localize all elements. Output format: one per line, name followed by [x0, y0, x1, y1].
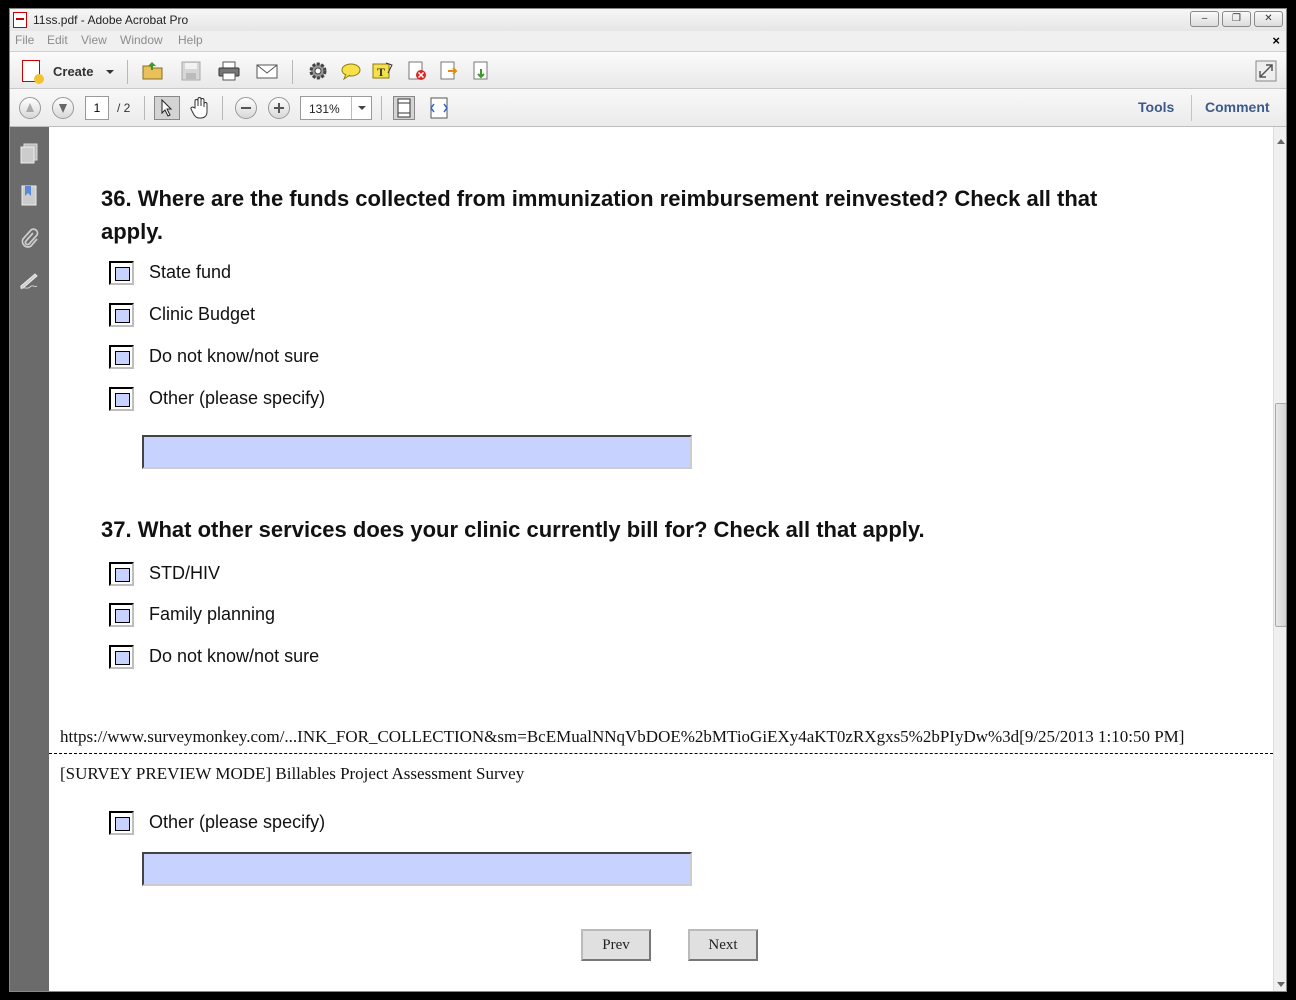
svg-text:T: T [377, 65, 386, 79]
create-pdf-icon [22, 60, 40, 82]
page-count: / 2 [117, 101, 131, 115]
document-page [49, 127, 1273, 992]
checkbox[interactable] [109, 645, 134, 669]
question-37-title: 37. What other services does your clinic currently bill for? Check all that apply. [101, 517, 925, 542]
tools-panel-tab[interactable]: Tools [1138, 99, 1175, 115]
q36-other-specify-field[interactable] [142, 435, 692, 469]
scrollbar-thumb[interactable] [1275, 403, 1287, 627]
previous-page-button[interactable] [19, 97, 41, 119]
open-folder-icon[interactable] [142, 61, 164, 81]
scroll-down-icon[interactable] [1277, 982, 1285, 987]
checkbox[interactable] [109, 345, 134, 369]
menu-bar [10, 31, 1286, 51]
option-label: State fund [149, 262, 232, 282]
question-36-line-1: 36. Where are the funds collected from immunization reimbursement reinvested? Check all that [101, 186, 1098, 211]
menu-file[interactable]: File [15, 33, 35, 47]
create-button[interactable] [18, 58, 114, 84]
checkbox[interactable] [109, 303, 134, 327]
zoom-select[interactable] [300, 96, 372, 120]
menu-window[interactable]: Window [120, 33, 163, 47]
zoom-in-button[interactable] [268, 97, 290, 119]
remove-document-icon[interactable] [406, 61, 428, 81]
menu-view[interactable]: View [81, 33, 107, 47]
toolbar-separator [127, 60, 128, 84]
close-document-icon[interactable]: × [1272, 33, 1280, 48]
chevron-down-icon [106, 70, 114, 74]
navigation-toolbar [10, 89, 1286, 127]
send-document-icon[interactable] [471, 61, 493, 81]
pdf-file-icon [13, 12, 27, 28]
full-screen-icon[interactable] [1255, 60, 1277, 82]
bookmarks-icon[interactable] [19, 185, 39, 207]
title-bar [10, 9, 1286, 31]
page-thumbnails-icon[interactable] [19, 143, 39, 165]
close-window-button[interactable]: ✕ [1254, 11, 1283, 27]
page-footer-url: https://www.surveymonkey.com/...INK_FOR_COLLECTION&sm=BcEMualNNqVbDOE%2bMTioGiEXy4aKT0zRXgxs5%2bPIyDw%3d[9/25/2013 1:10:50 PM] [60, 727, 1185, 746]
toolbar-separator [144, 96, 145, 120]
minimize-button[interactable]: ‒ [1190, 11, 1219, 27]
checkbox[interactable] [109, 603, 134, 627]
fit-width-icon[interactable] [428, 96, 450, 120]
prev-button[interactable]: Prev [581, 929, 651, 961]
menu-edit[interactable]: Edit [47, 33, 68, 47]
print-icon[interactable] [218, 61, 240, 81]
panel-tab-separator [1191, 95, 1192, 121]
question-36-line-2: apply. [101, 219, 163, 244]
checkbox[interactable] [109, 387, 134, 411]
email-icon[interactable] [256, 61, 278, 81]
zoom-value: 131% [309, 102, 340, 116]
option-label: Do not know/not sure [149, 646, 320, 666]
chevron-down-icon[interactable] [351, 97, 371, 119]
page-number-input[interactable]: 1 [85, 96, 109, 120]
option-label: Other (please specify) [149, 812, 326, 832]
save-icon[interactable] [180, 61, 202, 81]
option-label: Other (please specify) [149, 388, 326, 408]
navigation-pane [10, 127, 49, 992]
page-header-title: [SURVEY PREVIEW MODE] Billables Project Assessment Survey [60, 764, 525, 783]
signatures-icon[interactable] [19, 269, 39, 291]
select-tool-icon[interactable] [154, 96, 180, 120]
option-label: Clinic Budget [149, 304, 256, 324]
zoom-out-button[interactable] [235, 97, 257, 119]
main-toolbar [10, 51, 1286, 89]
option-label: Family planning [149, 604, 276, 624]
fit-page-icon[interactable] [393, 96, 415, 120]
q37-other-specify-field[interactable] [142, 852, 692, 886]
comment-bubble-icon[interactable] [340, 61, 362, 81]
acrobat-window [9, 8, 1287, 992]
attachments-paperclip-icon[interactable] [19, 227, 39, 249]
option-label: STD/HIV [149, 563, 221, 583]
checkbox[interactable] [109, 562, 134, 586]
toolbar-separator [222, 96, 223, 120]
scroll-up-icon[interactable] [1277, 139, 1285, 144]
page-break-divider [49, 753, 1273, 754]
checkbox[interactable] [109, 261, 134, 285]
option-label: Do not know/not sure [149, 346, 320, 366]
toolbar-separator [381, 96, 382, 120]
hand-tool-icon[interactable] [188, 96, 212, 120]
next-button[interactable]: Next [688, 929, 758, 961]
export-document-icon[interactable] [438, 61, 460, 81]
create-label: Create [53, 64, 94, 79]
restore-button[interactable]: ❐ [1222, 11, 1251, 27]
toolbar-separator [292, 60, 293, 84]
checkbox[interactable] [109, 811, 134, 835]
question-36-title [101, 182, 1097, 248]
window-title: 11ss.pdf - Adobe Acrobat Pro [33, 13, 189, 27]
menu-help[interactable]: Help [178, 33, 203, 47]
vertical-scrollbar[interactable] [1273, 127, 1287, 992]
next-page-button[interactable] [52, 97, 74, 119]
comment-panel-tab[interactable]: Comment [1205, 99, 1270, 115]
highlight-text-icon[interactable] [372, 61, 394, 81]
settings-gear-icon[interactable] [307, 61, 329, 81]
